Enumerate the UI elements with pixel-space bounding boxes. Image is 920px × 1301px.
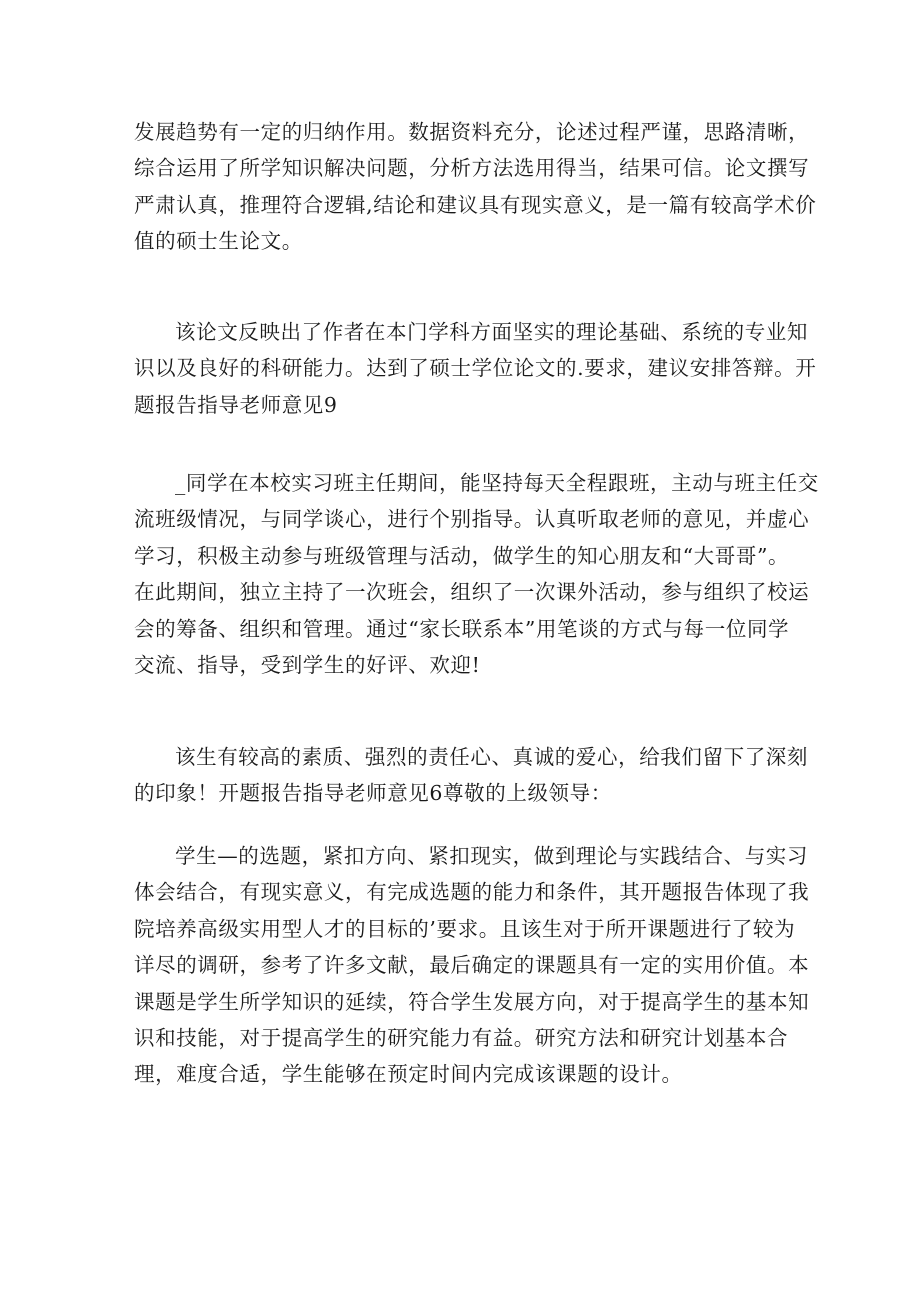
text-line: 严肃认真，推理符合逻辑,结论和建议具有现实意义，是一篇有较高学术价 [134,192,817,217]
text-line: 学生—的选题，紧扣方向、紧扣现实，做到理论与实践结合、与实习 [175,844,808,868]
text-line: 流班级情况，与同学谈心，进行个别指导。认真听取老师的意见，并虚心 [134,507,810,532]
text-line: 体会结合，有现实意义，有完成选题的能力和条件，其开题报告体现了我 [134,880,810,905]
text-line: 的印象！开题报告指导老师意见6尊敬的上级领导： [134,781,612,806]
text-line: 交流、指导，受到学生的好评、欢迎! [134,652,481,677]
paragraph-thesis-defense-recommendation [134,314,817,423]
text-line: 识和技能，对于提高学生的研究能力有益。研究方法和研究计划基本合 [134,1025,789,1050]
text-line: 发展趋势有一定的归纳作用。数据资料充分，论述过程严谨，思路清晰， [134,120,810,144]
text-line: 该论文反映出了作者在本门学科方面坚实的理论基础、系统的专业知 [175,320,808,344]
text-line: 详尽的调研，参考了许多文献，最后确定的课题具有一定的实用价值。本 [134,953,810,978]
text-line: _同学在本校实习班主任期间，能坚持每天全程跟班，主动与班主任交 [175,471,819,495]
text-line: 该生有较高的素质、强烈的责任心、真诚的爱心，给我们留下了深刻 [175,745,808,769]
paragraph-topic-evaluation [134,838,810,1093]
text-line: 理，难度合适，学生能够在预定时间内完成该课题的设计。 [134,1062,683,1087]
text-line: 值的硕士生论文。 [134,229,303,254]
text-line: 综合运用了所学知识解决问题，分析方法选用得当，结果可信。论文撰写 [134,156,810,181]
text-line: 在此期间，独立主持了一次班会，组织了一次课外活动，参与组织了校运 [134,580,810,605]
text-line: 课题是学生所学知识的延续，符合学生发展方向，对于提高学生的基本知 [134,989,810,1014]
text-line: 会的筹备、组织和管理。通过“家长联系本”用笔谈的方式与每一位同学 [134,616,790,641]
paragraph-evaluation-summary [134,114,817,260]
paragraph-student-impression [134,739,808,812]
text-line: 题报告指导老师意见9 [134,392,338,417]
paragraph-internship-evaluation [134,465,819,683]
text-line: 院培养高级实用型人才的目标的’要求。且该生对于所开课题进行了较为 [134,916,796,941]
text-line: 识以及良好的科研能力。达到了硕士学位论文的.要求，建议安排答辩。开 [134,356,817,381]
text-line: 学习，积极主动参与班级管理与活动，做学生的知心朋友和“大哥哥”。 [134,543,790,568]
